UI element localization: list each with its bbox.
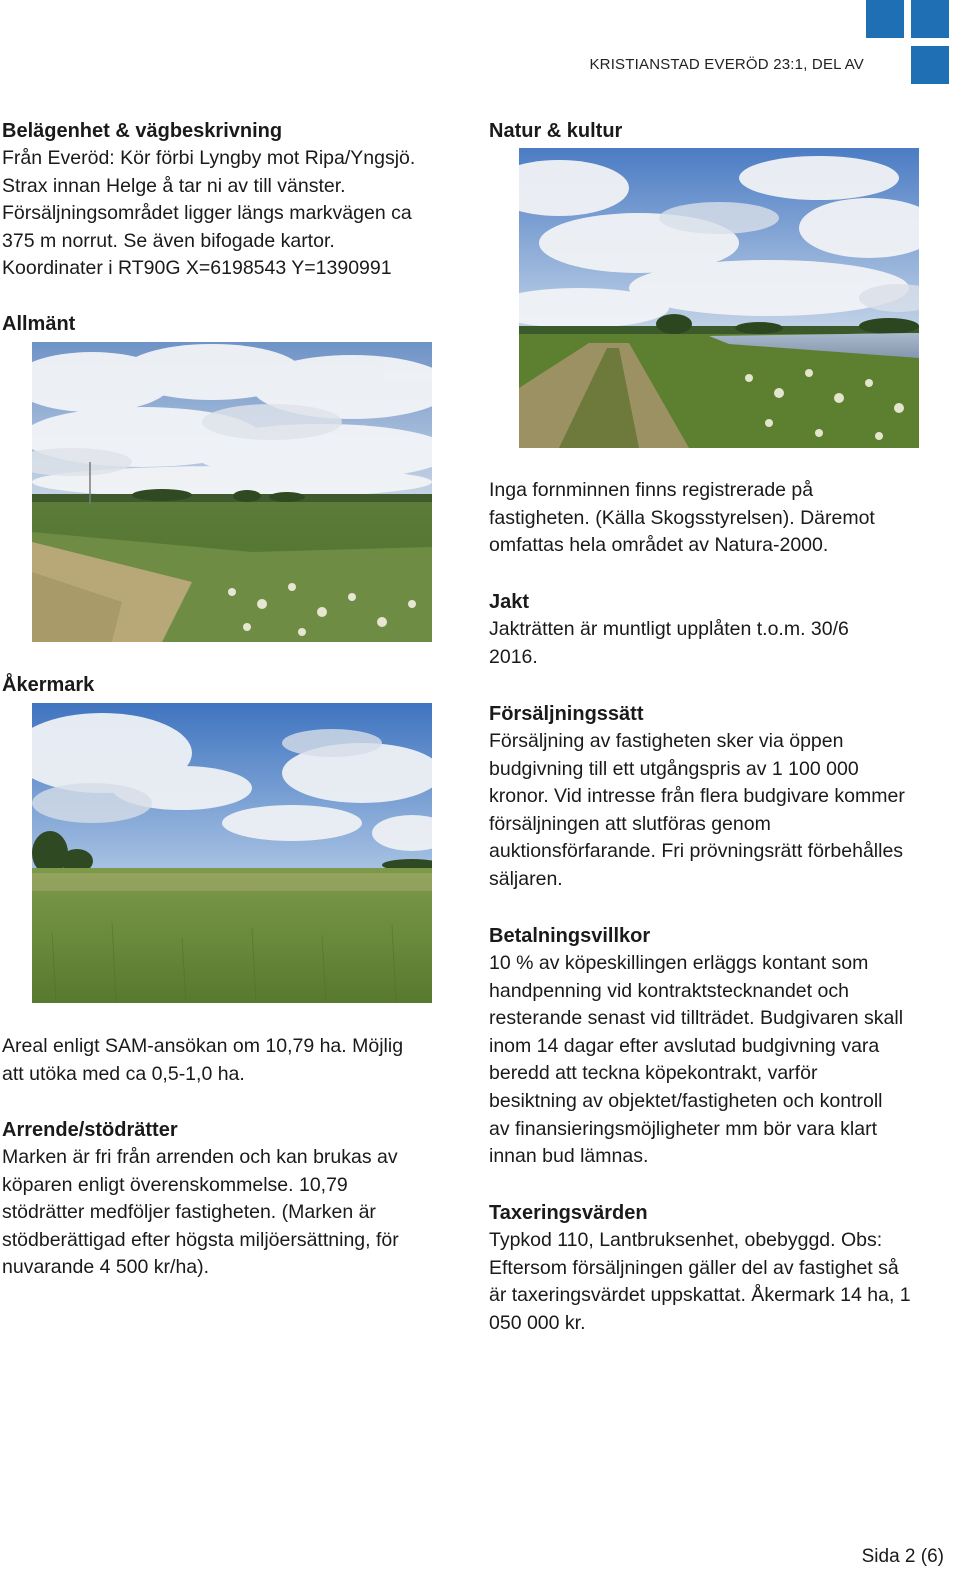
text-areal-line-1: Areal enligt SAM-ansökan om 10,79 ha. Möjlig [2,1035,404,1057]
text-taxering-line-1: Typkod 110, Lantbruksenhet, obebyggd. Obs: [489,1229,883,1251]
text-natur-line-1: Inga fornminnen finns registrerade på [489,479,814,501]
text-arrende-line-5: nuvarande 4 500 kr/ha). [2,1256,210,1279]
section-belagenhet [2,118,472,283]
text-areal-line-2: att utöka med ca 0,5-1,0 ha. [2,1062,245,1085]
heading-natur: Natur & kultur [489,120,623,142]
logo-square-2 [911,0,949,38]
text-betalning-line-6: besiktning av objektet/fastigheten och kontroll [489,1089,883,1112]
text-arrende-line-4: stödberättigad efter högsta miljöersättning, för [2,1228,399,1251]
section-jakt [489,589,949,671]
text-natur-line-3: omfattas hela området av Natura-2000. [489,534,829,557]
heading-taxering: Taxeringsvärden [489,1202,648,1224]
text-forsaljningssatt-line-4: försäljningen att slutföras genom [489,812,771,835]
page-number: Sida 2 (6) [861,1546,944,1567]
text-betalning-line-4: inom 14 dagar efter avslutad budgivning vara [489,1034,880,1057]
logo-square-1 [866,0,904,38]
heading-akermark: Åkermark [2,674,95,696]
text-belagenhet-line-4: 375 m norrut. Se även bifogade kartor. [2,229,335,252]
heading-jakt: Jakt [489,591,530,613]
document-header-title: KRISTIANSTAD EVERÖD 23:1, DEL AV [589,56,864,73]
photo-meadow-akermark [32,703,432,1003]
photo-field-allmant [32,342,432,642]
text-betalning-line-8: innan bud lämnas. [489,1145,649,1168]
text-arrende-line-3: stödrätter medföljer fastigheten. (Marken är [2,1201,376,1224]
text-forsaljningssatt-line-3: kronor. Vid intresse från flera budgivare kommer [489,785,905,808]
text-forsaljningssatt-line-2: budgivning till ett utgångspris av 1 100 000 [489,757,859,780]
text-betalning-line-7: av finansieringsmöjligheter mm bör vara klart [489,1117,877,1140]
heading-arrende: Arrende/stödrätter [2,1119,178,1141]
section-taxering [489,1200,949,1337]
photo-river-path [519,148,919,448]
text-taxering-line-2: Eftersom försäljningen gäller del av fastighet så [489,1256,899,1279]
section-arrende [2,1117,472,1282]
text-belagenhet-line-1: Från Everöd: Kör förbi Lyngby mot Ripa/Yngsjö. [2,147,416,169]
text-belagenhet-line-2: Strax innan Helge å tar ni av till vänster. [2,174,346,197]
heading-betalning: Betalningsvillkor [489,925,651,947]
text-jakt-line-2: 2016. [489,645,538,668]
text-betalning-line-5: beredd att teckna köpekontrakt, varför [489,1062,818,1085]
logo-square-3 [911,46,949,84]
text-natur-line-2: fastigheten. (Källa Skogsstyrelsen). Däremot [489,506,875,529]
text-forsaljningssatt-line-6: säljaren. [489,867,563,890]
section-areal [2,1033,472,1088]
text-belagenhet-line-3: Försäljningsområdet ligger längs markvägen ca [2,202,412,225]
text-jakt-line-1: Jakträtten är muntligt upplåten t.o.m. 30/6 [489,618,849,640]
section-natur [489,477,949,560]
text-betalning-line-2: handpenning vid kontraktstecknandet och [489,979,849,1002]
text-taxering-line-3: är taxeringsvärdet uppskattat. Åkermark 14 ha, 1 [489,1284,911,1307]
section-forsaljningssatt [489,701,949,894]
text-betalning-line-1: 10 % av köpeskillingen erläggs kontant som [489,952,869,974]
heading-belagenhet: Belägenhet & vägbeskrivning [2,120,283,142]
text-belagenhet-line-5: Koordinater i RT90G X=6198543 Y=1390991 [2,257,392,280]
text-forsaljningssatt-line-1: Försäljning av fastigheten sker via öppen [489,730,844,752]
section-betalning [489,923,949,1171]
text-betalning-line-3: resterande senast vid tillträdet. Budgivaren skall [489,1007,904,1030]
heading-allmant: Allmänt [2,313,76,335]
text-arrende-line-2: köparen enligt överenskommelse. 10,79 [2,1173,348,1196]
text-forsaljningssatt-line-5: auktionsförfarande. Fri prövningsrätt förbehålles [489,840,904,863]
heading-forsaljningssatt: Försäljningssätt [489,703,644,725]
text-taxering-line-4: 050 000 kr. [489,1311,586,1334]
text-arrende-line-1: Marken är fri från arrenden och kan brukas av [2,1146,398,1168]
